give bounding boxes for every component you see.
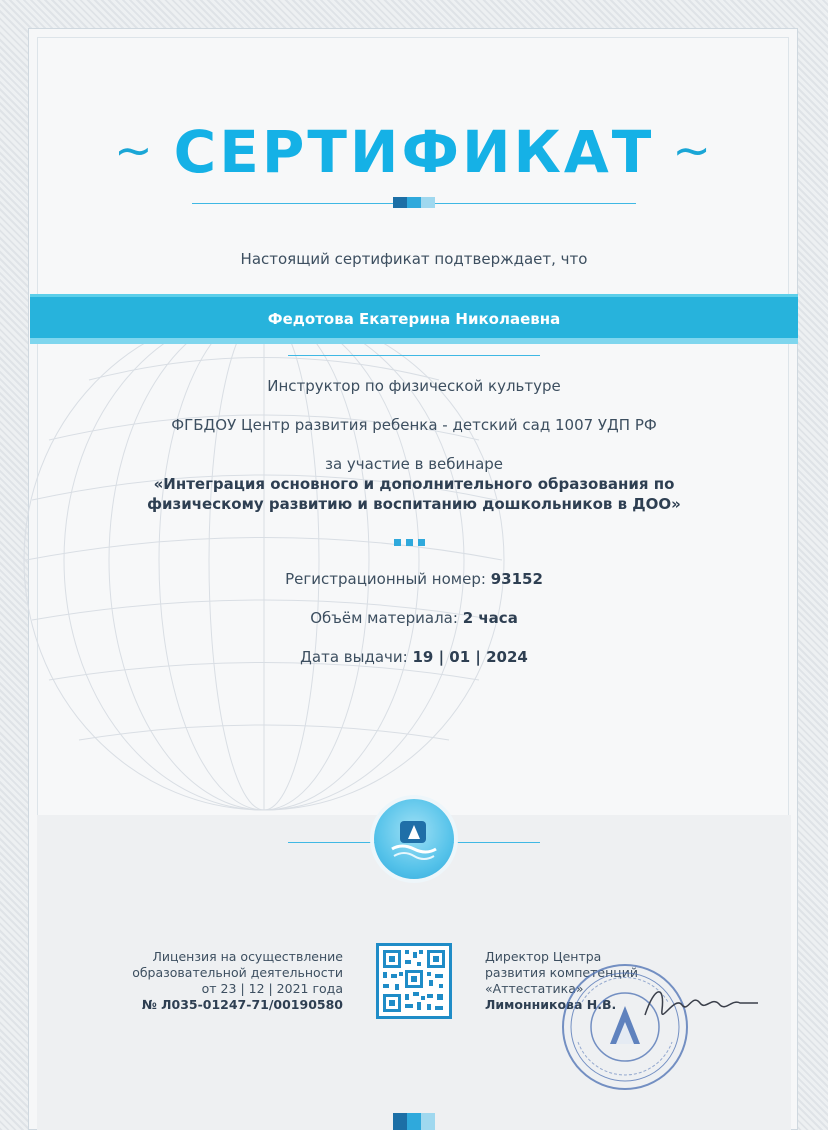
date-row (0, 648, 828, 666)
qr-code-icon[interactable] (376, 943, 452, 1019)
bottom-squares (393, 1113, 435, 1130)
volume-row (0, 609, 828, 627)
tilde-right: ~ (672, 123, 714, 177)
license-block (132, 949, 343, 1013)
organization-text: ФГБДОУ Центр развития ребенка - детский сад 1007 УДП РФ (171, 416, 657, 434)
license-line1: Лицензия на осуществление (152, 949, 343, 964)
webinar-topic-line2: физическому развитию и воспитанию дошкольников в ДОО» (147, 495, 681, 513)
confirm-text: Настоящий сертификат подтверждает, что (240, 250, 588, 268)
registration-label: Регистрационный номер: (285, 570, 486, 588)
webinar-topic (0, 474, 828, 514)
position-text: Инструктор по физической культуре (267, 377, 561, 395)
director-signature-name: Лимонникова Н.В. (485, 997, 617, 1012)
participation-text: за участие в вебинаре (324, 455, 504, 473)
license-number: № Л035-01247-71/00190580 (141, 997, 343, 1012)
certificate-title-row (0, 118, 828, 186)
certificate-title: СЕРТИФИКАТ (173, 118, 655, 186)
volume-value: 2 часа (462, 609, 518, 627)
license-line3: от 23 | 12 | 2021 года (201, 981, 343, 996)
director-line3: «Аттестатика» (485, 981, 584, 996)
recipient-name-band (30, 294, 798, 344)
tilde-left: ~ (114, 123, 156, 177)
date-value: 19 | 01 | 2024 (412, 648, 528, 666)
director-line1: Директор Центра (485, 949, 602, 964)
separator-dots (394, 539, 425, 546)
registration-number: 93152 (490, 570, 543, 588)
handwritten-signature-icon (640, 975, 760, 1035)
license-line2: образовательной деятельности (132, 965, 343, 980)
emblem-logo (374, 799, 454, 879)
webinar-topic-line1: «Интеграция основного и дополнительного образования по (153, 475, 675, 493)
director-line2: развития компетенций (485, 965, 639, 980)
volume-label: Объём материала: (310, 609, 458, 627)
title-squares (393, 197, 435, 208)
recipient-name: Федотова Екатерина Николаевна (267, 310, 561, 328)
date-label: Дата выдачи: (300, 648, 408, 666)
name-divider (288, 355, 540, 356)
registration-row (0, 570, 828, 588)
sailboat-icon (374, 799, 454, 879)
